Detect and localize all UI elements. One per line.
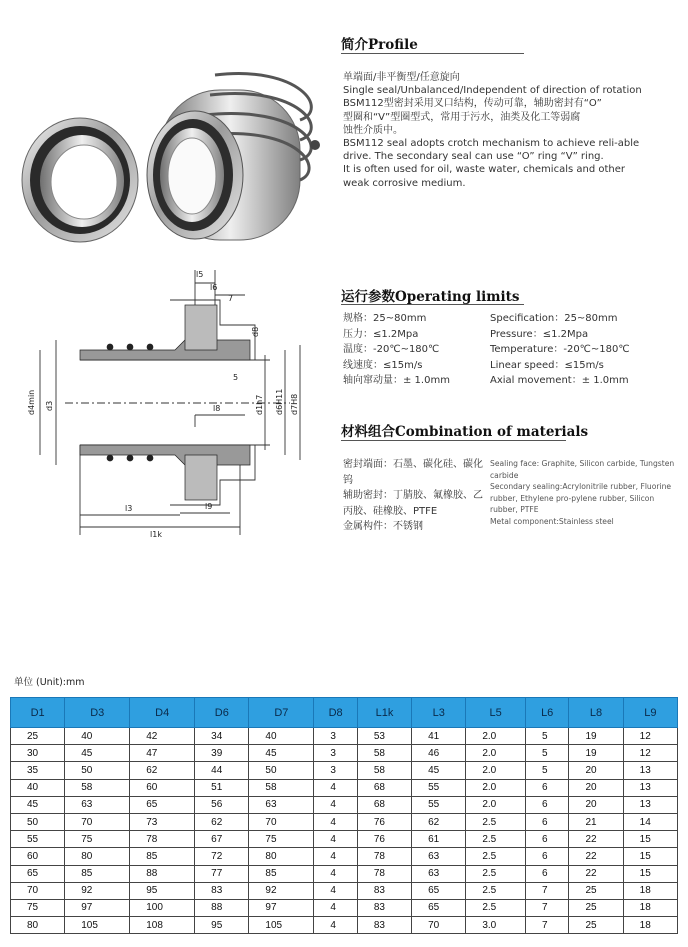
table-cell: 5	[525, 745, 569, 762]
table-cell: 14	[623, 813, 677, 830]
table-cell: 55	[412, 796, 466, 813]
table-cell: 12	[623, 728, 677, 745]
table-cell: 4	[314, 796, 358, 813]
table-cell: 4	[314, 899, 358, 916]
table-cell: 6	[525, 831, 569, 848]
table-cell: 19	[569, 745, 623, 762]
table-cell: 51	[195, 779, 249, 796]
table-cell: 95	[130, 882, 195, 899]
materials-en: Sealing face: Graphite, Silicon carbide, Tungsten carbide Secondary sealing:Acrylonitrile rubber, Fluorine rubber, Ethylene pro-pylene rubber, Silicon rubber, PTFE Metal component:Stainless steel	[490, 459, 675, 526]
table-cell: 70	[11, 882, 65, 899]
table-cell: 85	[65, 865, 130, 882]
table-cell: 65	[130, 796, 195, 813]
table-cell: 40	[65, 728, 130, 745]
label-d8: d8	[251, 326, 260, 337]
table-cell: 15	[623, 831, 677, 848]
col-d3: D3	[65, 698, 130, 728]
table-cell: 2.0	[466, 762, 526, 779]
table-cell: 70	[65, 813, 130, 830]
col-l6: L6	[525, 698, 569, 728]
table-cell: 63	[65, 796, 130, 813]
label-d4min: d4min	[27, 389, 36, 415]
table-cell: 97	[65, 899, 130, 916]
col-d1: D1	[11, 698, 65, 728]
table-cell: 2.5	[466, 899, 526, 916]
stationary-ring	[22, 118, 138, 242]
table-cell: 78	[357, 848, 411, 865]
section-drawing	[20, 265, 320, 540]
col-d8: D8	[314, 698, 358, 728]
profile-text: 单端面/非平衡型/任意旋向 Single seal/Unbalanced/Independent of direction of rotation BSM112型密封采用叉口结构，传动可靠，辅助密封有“O” 型圈和“V”型圈型式，常用于污水，油类及化工等弱腐 蚀性介质中。 BSM112 seal adopts crotch mechanism to achieve reli-able drive. The secondary seal can use “O” ring “V” ring. It is often used for oil, waste water, chemicals and other weak corrosive medium.	[343, 72, 642, 189]
table-row	[11, 831, 678, 848]
table-cell: 40	[249, 728, 314, 745]
table-cell: 13	[623, 779, 677, 796]
product-photo	[0, 40, 330, 255]
table-row	[11, 848, 678, 865]
table-cell: 18	[623, 899, 677, 916]
table-cell: 62	[195, 813, 249, 830]
table-cell: 70	[249, 813, 314, 830]
table-cell: 12	[623, 745, 677, 762]
table-cell: 2.0	[466, 745, 526, 762]
table-cell: 25	[569, 917, 623, 934]
table-cell: 65	[11, 865, 65, 882]
table-row	[11, 745, 678, 762]
table-cell: 5	[525, 762, 569, 779]
table-row	[11, 882, 678, 899]
table-cell: 85	[130, 848, 195, 865]
rotating-seal-assembly	[147, 74, 320, 240]
table-cell: 19	[569, 728, 623, 745]
table-cell: 68	[357, 796, 411, 813]
label-l5: l5	[196, 270, 204, 279]
table-cell: 40	[11, 779, 65, 796]
table-cell: 2.5	[466, 813, 526, 830]
label-d7h8: d7H8	[290, 393, 299, 415]
col-d4: D4	[130, 698, 195, 728]
table-cell: 83	[357, 899, 411, 916]
table-cell: 5	[525, 728, 569, 745]
label-d1h7: d1h7	[255, 394, 264, 415]
table-cell: 25	[569, 882, 623, 899]
table-cell: 80	[249, 848, 314, 865]
profile-heading: 简介Profile	[341, 37, 418, 53]
table-cell: 4	[314, 882, 358, 899]
table-cell: 30	[11, 745, 65, 762]
table-cell: 41	[412, 728, 466, 745]
label-d6h11: d6H11	[275, 388, 284, 415]
table-cell: 42	[130, 728, 195, 745]
table-cell: 22	[569, 848, 623, 865]
table-row	[11, 796, 678, 813]
table-cell: 6	[525, 813, 569, 830]
table-cell: 65	[412, 882, 466, 899]
table-cell: 44	[195, 762, 249, 779]
limits-cn: 规格：25~80mm 压力：≤1.2Mpa 温度：-20℃~180℃ 线速度：≤15m/s 轴向窜动量：± 1.0mm	[343, 313, 450, 386]
col-l5: L5	[466, 698, 526, 728]
table-cell: 108	[130, 917, 195, 934]
table-cell: 4	[314, 848, 358, 865]
table-cell: 62	[130, 762, 195, 779]
table-cell: 88	[130, 865, 195, 882]
table-cell: 65	[412, 899, 466, 916]
label-l6: l6	[210, 283, 218, 292]
table-cell: 97	[249, 899, 314, 916]
table-body	[11, 728, 678, 934]
table-cell: 50	[11, 813, 65, 830]
table-cell: 80	[65, 848, 130, 865]
table-cell: 92	[249, 882, 314, 899]
table-cell: 105	[249, 917, 314, 934]
table-cell: 4	[314, 831, 358, 848]
table-cell: 76	[357, 813, 411, 830]
limits-rule	[341, 304, 524, 305]
table-cell: 45	[65, 745, 130, 762]
table-row	[11, 728, 678, 745]
table-cell: 83	[357, 917, 411, 934]
table-cell: 18	[623, 882, 677, 899]
table-cell: 3	[314, 745, 358, 762]
table-cell: 61	[412, 831, 466, 848]
table-cell: 22	[569, 831, 623, 848]
table-cell: 25	[11, 728, 65, 745]
table-cell: 2.5	[466, 865, 526, 882]
table-cell: 83	[357, 882, 411, 899]
table-cell: 7	[525, 899, 569, 916]
table-cell: 2.0	[466, 779, 526, 796]
table-cell: 4	[314, 865, 358, 882]
table-row	[11, 917, 678, 934]
limits-en: Specification：25~80mm Pressure：≤1.2Mpa Temperature：-20℃~180℃ Linear speed：≤15m/s Axial movement：± 1.0mm	[490, 313, 630, 386]
table-cell: 35	[11, 762, 65, 779]
table-cell: 95	[195, 917, 249, 934]
materials-rule	[341, 440, 566, 441]
table-cell: 4	[314, 779, 358, 796]
label-5: 5	[233, 373, 239, 382]
table-cell: 20	[569, 762, 623, 779]
table-cell: 68	[357, 779, 411, 796]
table-cell: 60	[130, 779, 195, 796]
table-cell: 60	[11, 848, 65, 865]
table-cell: 34	[195, 728, 249, 745]
table-cell: 47	[130, 745, 195, 762]
table-cell: 73	[130, 813, 195, 830]
table-cell: 56	[195, 796, 249, 813]
table-cell: 70	[412, 917, 466, 934]
table-cell: 6	[525, 796, 569, 813]
table-cell: 85	[249, 865, 314, 882]
table-cell: 4	[314, 917, 358, 934]
table-cell: 22	[569, 865, 623, 882]
table-cell: 75	[65, 831, 130, 848]
table-cell: 13	[623, 796, 677, 813]
table-row	[11, 779, 678, 796]
col-l9: L9	[623, 698, 677, 728]
table-cell: 78	[130, 831, 195, 848]
table-cell: 46	[412, 745, 466, 762]
dimension-table	[10, 697, 678, 934]
table-cell: 72	[195, 848, 249, 865]
col-l8: L8	[569, 698, 623, 728]
materials-heading: 材料组合Combination of materials	[341, 424, 589, 440]
table-cell: 3.0	[466, 917, 526, 934]
table-cell: 88	[195, 899, 249, 916]
table-cell: 2.5	[466, 831, 526, 848]
table-cell: 92	[65, 882, 130, 899]
table-cell: 15	[623, 865, 677, 882]
table-cell: 63	[249, 796, 314, 813]
unit-label: 单位 (Unit):mm	[14, 677, 85, 688]
table-cell: 50	[249, 762, 314, 779]
table-cell: 45	[412, 762, 466, 779]
table-cell: 58	[249, 779, 314, 796]
label-l9: l9	[205, 502, 213, 511]
table-cell: 21	[569, 813, 623, 830]
table-cell: 15	[623, 848, 677, 865]
table-cell: 75	[249, 831, 314, 848]
table-cell: 2.5	[466, 848, 526, 865]
limits-heading: 运行参数Operating limits	[341, 289, 520, 305]
table-cell: 3	[314, 728, 358, 745]
table-cell: 50	[65, 762, 130, 779]
table-cell: 6	[525, 865, 569, 882]
label-d3: d3	[45, 400, 54, 411]
table-cell: 58	[357, 745, 411, 762]
table-cell: 7	[525, 882, 569, 899]
table-cell: 105	[65, 917, 130, 934]
materials-cn: 密封端面：石墨、碳化硅、碳化钨 辅助密封：丁腈胶、氟橡胶、乙丙胶、硅橡胶、PTFE 金属构件：不锈钢	[343, 459, 483, 532]
table-cell: 58	[65, 779, 130, 796]
table-row	[11, 762, 678, 779]
table-cell: 55	[11, 831, 65, 848]
table-cell: 62	[412, 813, 466, 830]
table-cell: 2.0	[466, 796, 526, 813]
table-row	[11, 899, 678, 916]
table-cell: 2.0	[466, 728, 526, 745]
table-cell: 78	[357, 865, 411, 882]
table-cell: 45	[11, 796, 65, 813]
table-cell: 6	[525, 779, 569, 796]
col-d6: D6	[195, 698, 249, 728]
table-cell: 77	[195, 865, 249, 882]
table-header-row	[11, 698, 678, 728]
table-cell: 18	[623, 917, 677, 934]
table-cell: 7	[525, 917, 569, 934]
table-cell: 80	[11, 917, 65, 934]
table-cell: 63	[412, 848, 466, 865]
label-7: 7	[228, 294, 234, 303]
table-cell: 53	[357, 728, 411, 745]
table-row	[11, 865, 678, 882]
label-l1k: l1k	[150, 530, 162, 539]
table-cell: 3	[314, 762, 358, 779]
table-cell: 25	[569, 899, 623, 916]
table-cell: 100	[130, 899, 195, 916]
table-cell: 83	[195, 882, 249, 899]
col-l1k: L1k	[357, 698, 411, 728]
table-cell: 4	[314, 813, 358, 830]
table-cell: 58	[357, 762, 411, 779]
label-l3: l3	[125, 504, 133, 513]
table-cell: 20	[569, 779, 623, 796]
table-cell: 45	[249, 745, 314, 762]
table-cell: 55	[412, 779, 466, 796]
table-cell: 20	[569, 796, 623, 813]
table-cell: 39	[195, 745, 249, 762]
table-cell: 63	[412, 865, 466, 882]
table-cell: 2.5	[466, 882, 526, 899]
col-l3: L3	[412, 698, 466, 728]
table-cell: 6	[525, 848, 569, 865]
table-cell: 75	[11, 899, 65, 916]
profile-rule	[341, 53, 524, 54]
table-cell: 13	[623, 762, 677, 779]
table-cell: 76	[357, 831, 411, 848]
col-d7: D7	[249, 698, 314, 728]
table-row	[11, 813, 678, 830]
table-cell: 67	[195, 831, 249, 848]
label-l8: l8	[213, 404, 221, 413]
